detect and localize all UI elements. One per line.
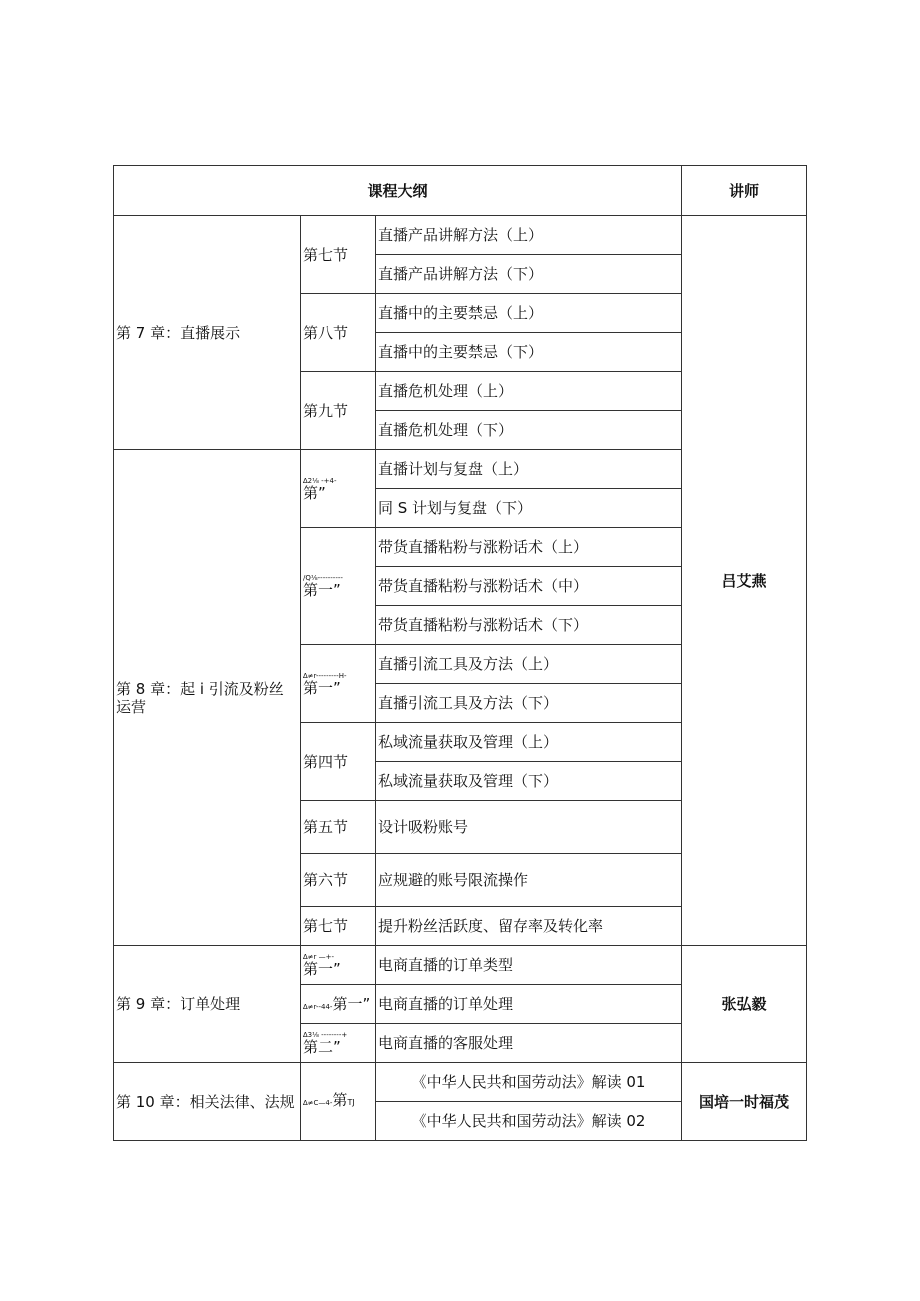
chapter-8-title: 第 8 章：起 i 引流及粉丝运营 <box>114 450 301 946</box>
topic-cell: 提升粉丝活跃度、留存率及转化率 <box>376 907 682 946</box>
section-label-main: 第 <box>332 1091 348 1109</box>
topic-cell: 直播计划与复盘（上） <box>376 450 682 489</box>
section-label-tail: TJ <box>347 1098 355 1107</box>
chapter-10-title: 第 10 章：相关法律、法规 <box>114 1063 301 1141</box>
topic-cell: 电商直播的订单处理 <box>376 985 682 1024</box>
section-label-top: ∆3⅛ --------+ <box>303 1031 348 1039</box>
section-label: 第七节 <box>301 216 376 294</box>
section-label-top: /Q⅛---------- <box>303 574 343 582</box>
section-label-top: ∆≠r —+- <box>303 953 335 961</box>
topic-cell: 直播产品讲解方法（上） <box>376 216 682 255</box>
topic-cell: 直播中的主要禁忌（下） <box>376 333 682 372</box>
section-label: 第九节 <box>301 372 376 450</box>
header-row <box>114 166 807 216</box>
topic-cell: 《中华人民共和国劳动法》解读 02 <box>376 1102 682 1141</box>
section-label <box>301 528 376 645</box>
topic-cell: 带货直播粘粉与涨粉话术（上） <box>376 528 682 567</box>
section-label-top: ∆≠r--44- <box>303 1003 333 1011</box>
section-label-main: 第一” <box>303 581 341 599</box>
topic-cell: 直播危机处理（下） <box>376 411 682 450</box>
topic-cell: 带货直播粘粉与涨粉话术（中） <box>376 567 682 606</box>
section-label-main: 第一” <box>303 960 341 978</box>
section-label-top: ∆≠C—4- <box>303 1099 333 1107</box>
topic-cell: 电商直播的订单类型 <box>376 946 682 985</box>
topic-cell: 直播引流工具及方法（上） <box>376 645 682 684</box>
topic-cell: 直播引流工具及方法（下） <box>376 684 682 723</box>
topic-cell: 应规避的账号限流操作 <box>376 854 682 907</box>
teacher-guopei: 国培一时福茂 <box>682 1063 807 1141</box>
section-label <box>301 1063 376 1141</box>
teacher-zhang-hongyi: 张弘毅 <box>682 946 807 1063</box>
section-label <box>301 985 376 1024</box>
topic-cell: 私域流量获取及管理（下） <box>376 762 682 801</box>
teacher-header: 讲师 <box>682 166 807 216</box>
table-row <box>114 216 807 255</box>
section-label-main: 第一” <box>303 678 341 697</box>
topic-cell: 带货直播粘粉与涨粉话术（下） <box>376 606 682 645</box>
table-row <box>114 1063 807 1102</box>
section-label-main: 第” <box>303 483 326 502</box>
chapter-7-title: 第 7 章：直播展示 <box>114 216 301 450</box>
section-label-top: ∆2⅛ -+4- <box>303 476 337 485</box>
topic-cell: 直播中的主要禁忌（上） <box>376 294 682 333</box>
table-row <box>114 946 807 985</box>
topic-cell: 同 S 计划与复盘（下） <box>376 489 682 528</box>
section-label: 第八节 <box>301 294 376 372</box>
teacher-lv-aiyan: 吕艾燕 <box>682 216 807 946</box>
topic-cell: 电商直播的客服处理 <box>376 1024 682 1063</box>
section-label-main: 第二” <box>303 1038 341 1056</box>
topic-cell: 私域流量获取及管理（上） <box>376 723 682 762</box>
section-label <box>301 946 376 985</box>
section-label: 第七节 <box>301 907 376 946</box>
section-label-main: 第一” <box>332 995 371 1013</box>
section-label: 第四节 <box>301 723 376 801</box>
section-label <box>301 1024 376 1063</box>
section-label <box>301 450 376 528</box>
section-label: 第五节 <box>301 801 376 854</box>
section-label: 第六节 <box>301 854 376 907</box>
topic-cell: 直播危机处理（上） <box>376 372 682 411</box>
topic-cell: 《中华人民共和国劳动法》解读 01 <box>376 1063 682 1102</box>
topic-cell: 直播产品讲解方法（下） <box>376 255 682 294</box>
section-label-top: ∆≠r---------H- <box>303 671 347 680</box>
section-label <box>301 645 376 723</box>
course-outline-table <box>113 165 807 1141</box>
topic-cell: 设计吸粉账号 <box>376 801 682 854</box>
outline-header: 课程大纲 <box>114 166 682 216</box>
chapter-9-title: 第 9 章：订单处理 <box>114 946 301 1063</box>
